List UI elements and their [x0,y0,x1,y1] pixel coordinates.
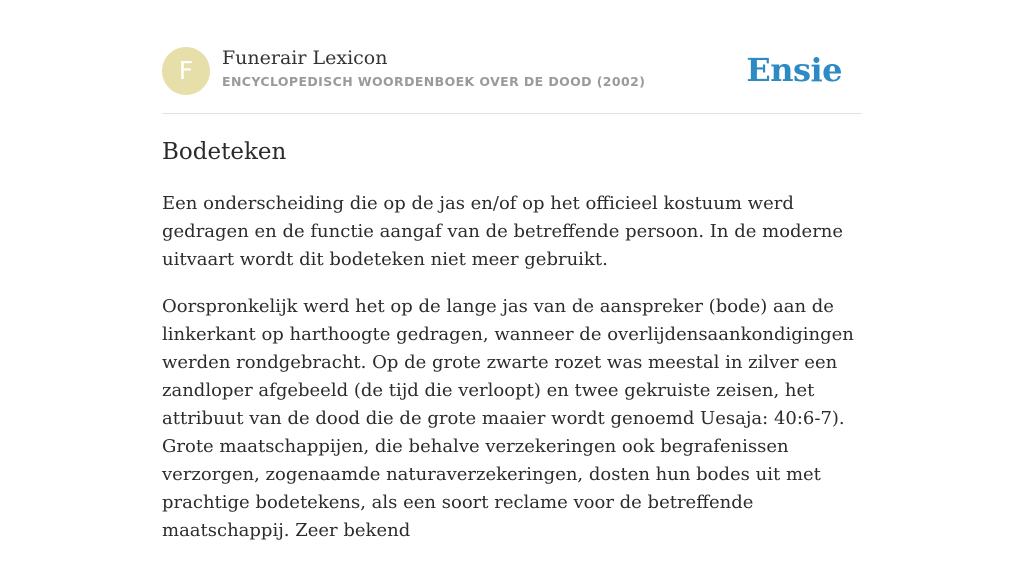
entry-body [162,190,864,564]
lexicon-avatar[interactable]: F [162,47,210,95]
entry-paragraph-2: Oorspronkelijk werd het op de lange jas van de aanspreker (bode) aan de linkerkant op harthoogte gedragen, wanneer de overlijdensaankondigingen werden rondgebracht. Op de grote zwarte rozet was meestal in zilver een zandloper afgebeeld (de tijd die verloopt) en twee gekruiste zeisen, het attribuut van de dood die de grote maaier wordt genoemd Uesaja: 40:6-7). Grote maatschappijen, die behalve verzekeringen ook begrafenissen verzorgen, zogenaamde naturaverzekeringen, dosten hun bodes uit met prachtige bodetekens, als een soort reclame voor de betreffende maatschappij. Zeer bekend [162,296,854,541]
header-divider [162,113,862,114]
entry-term: Bodeteken [162,139,287,165]
lexicon-subtitle: ENCYCLOPEDISCH WOORDENBOEK OVER DE DOOD (2002) [222,74,646,89]
lexicon-title-link[interactable]: Funerair Lexicon [222,47,388,69]
entry-paragraph-1: Een onderscheiding die op de jas en/of op het officieel kostuum werd gedragen en de functie aangaf van de betreffende persoon. In de moderne uitvaart wordt dit bodeteken niet meer gebruikt. [162,193,844,270]
ensie-logo-link[interactable]: Ensie [746,51,842,89]
lexicon-header [162,46,862,96]
